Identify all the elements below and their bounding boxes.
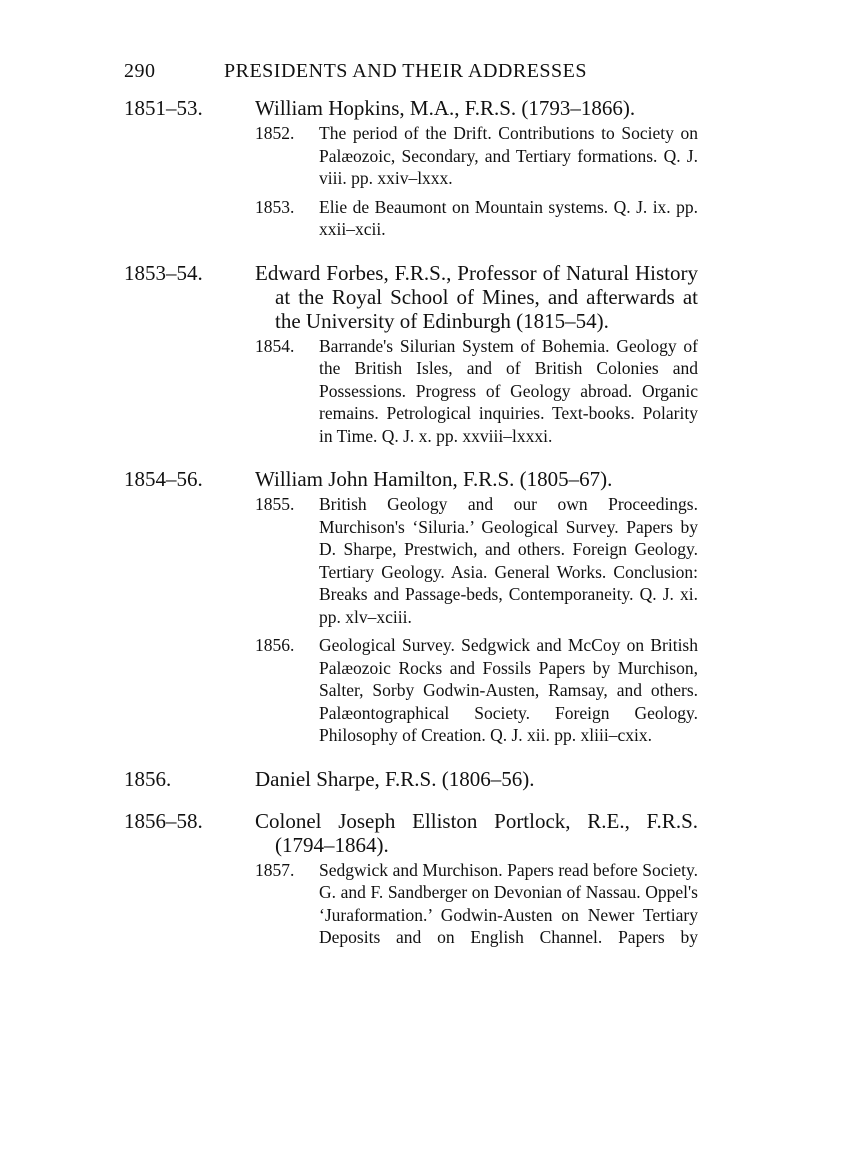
address-entry (255, 335, 698, 448)
president-term: 1856. (124, 766, 172, 791)
address-text: The period of the Drift. Contributions to Society on Palæozoic, Secondary, and Tertiary formations. Q. J. viii. pp. xxiv–lxxx. (319, 123, 698, 188)
address-list (255, 335, 698, 448)
address-text: Geological Survey. Sedgwick and McCoy on British Palæozoic Rocks and Fossils Papers by Murchison, Salter, Sorby Godwin-Austen, Ramsay, and others. Palæontographical Society. Foreign Geology. Philosophy of Creation. Q. J. xii. pp. xliii–cxix. (319, 635, 698, 745)
address-entry (255, 859, 698, 972)
page-number: 290 (124, 60, 156, 82)
address-text: Elie de Beaumont on Mountain systems. Q. J. ix. pp. xxii–xcii. (319, 196, 698, 239)
address-list (255, 859, 698, 972)
address-text: Barrande's Silurian System of Bohemia. Geology of the British Isles, and of British Colonies and Possessions. Progress of Geology abroad. Organic remains. Petrological inquiries. Text-books. Polarity in Time. Q. J. x. pp. xxviii–lxxxi. (319, 335, 698, 446)
address-entry (255, 493, 698, 628)
president-entry (124, 467, 698, 747)
president-entry (124, 767, 698, 791)
address-year: 1856. (255, 635, 295, 655)
running-title: PRESIDENTS AND THEIR ADDRESSES (224, 60, 588, 82)
president-name: Daniel Sharpe, F.R.S. (1806–56). (255, 766, 535, 791)
president-entry (124, 261, 698, 448)
president-entry (124, 809, 698, 972)
address-list (255, 122, 698, 241)
address-year: 1853. (255, 196, 295, 217)
presidents-list (124, 96, 698, 993)
president-name: Colonel Joseph Elliston Portlock, R.E., F.R.S. (1794–1864). (255, 808, 698, 857)
president-name: William John Hamilton, F.R.S. (1805–67). (255, 467, 613, 491)
president-term: 1854–56. (124, 467, 203, 491)
president-term: 1851–53. (124, 96, 203, 120)
president-name: Edward Forbes, F.R.S., Professor of Natural History at the Royal School of Mines, and afterwards at the University of Edinburgh (1815–54). (255, 260, 698, 333)
president-term: 1856–58. (124, 808, 203, 833)
address-year: 1852. (255, 123, 295, 143)
address-year: 1854. (255, 335, 295, 356)
president-term: 1853–54. (124, 260, 203, 285)
page-header (124, 60, 644, 83)
president-name: William Hopkins, M.A., F.R.S. (1793–1866). (255, 96, 636, 120)
address-text: British Geology and our own Proceedings. Murchison's ‘Siluria.’ Geological Survey. Papers by D. Sharpe, Prestwich, and others. Foreign Geology. Tertiary Geology. Asia. General Works. Conclusion: Breaks and Passage-beds, Contemporaneity. Q. J. xi. pp. xlv–xciii. (319, 494, 698, 627)
address-entry (255, 122, 698, 190)
address-entry (255, 634, 698, 747)
address-year: 1857. (255, 859, 295, 880)
address-text: Sedgwick and Murchison. Papers read before Society. G. and F. Sandberger on Devonian of Nassau. Oppel's ‘Juraformation.’ Godwin-Austen on Newer Tertiary Deposits and on English Channel. Papers by (319, 859, 698, 947)
address-year: 1855. (255, 494, 295, 514)
address-entry (255, 196, 698, 241)
president-entry (124, 96, 698, 241)
address-list (255, 493, 698, 747)
